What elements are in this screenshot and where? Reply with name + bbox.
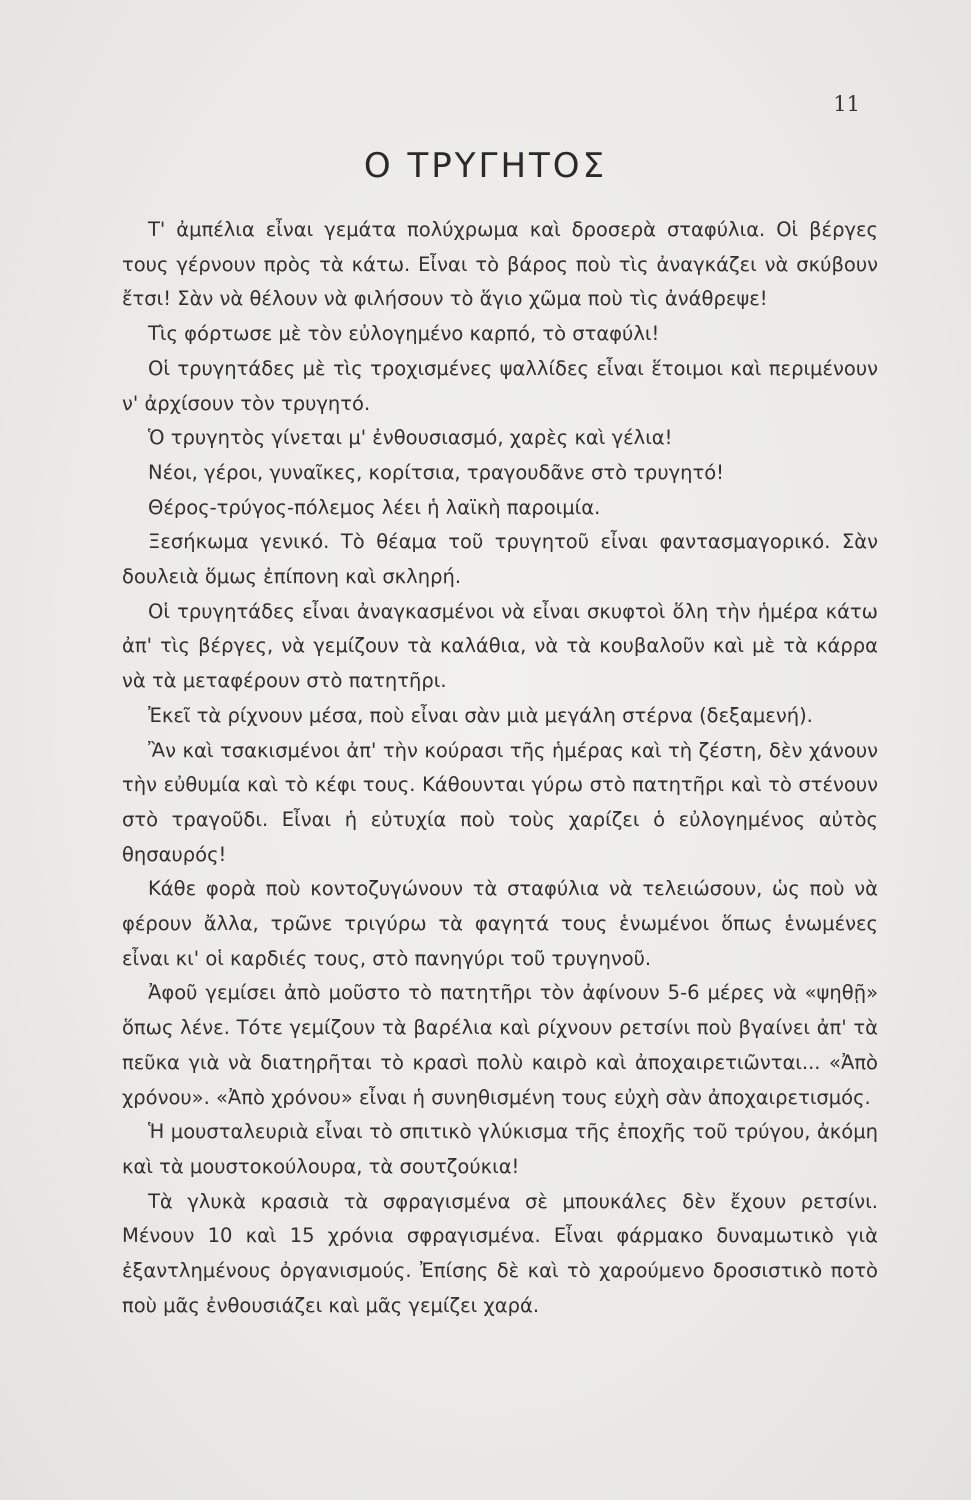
chapter-title: Ο ΤΡΥΓΗΤΟΣ [363,146,608,186]
paragraph: Θέρος-τρύγος-πόλεμος λέει ἡ λαϊκὴ παροιμία. [148,495,601,519]
paragraph: Τὰ γλυκὰ κρασιὰ τὰ σφραγισμένα σὲ μπουκάλες δὲν ἔχουν ρετσίνι. Μένουν 10 καὶ 15 χρόνια σφραγισμένα. Εἶναι φάρμακο δυναμωτικὸ γιὰ ἐξαντλημένους ὀργανισμούς. Ἐπίσης δὲ καὶ τὸ χαρούμενο δροσιστικὸ ποτὸ ποὺ μᾶς ἐνθουσιάζει καὶ μᾶς γεμίζει χαρά. [122,1189,878,1317]
paragraph: Οἱ τρυγητάδες εἶναι ἀναγκασμένοι νὰ εἶναι σκυφτοὶ ὅλη τὴν ἡμέρα κάτω ἀπ' τὶς βέργες, νὰ γεμίζουν τὰ καλάθια, νὰ τὰ κουβαλοῦν καὶ μὲ τὰ κάρρα νὰ τὰ μεταφέρουν στὸ πατητῆρι. [122,599,878,693]
body-text [122,213,878,1324]
paragraph: Ἐκεῖ τὰ ρίχνουν μέσα, ποὺ εἶναι σὰν μιὰ μεγάλη στέρνα (δεξαμενή). [148,703,813,727]
paragraph: Τ' ἀμπέλια εἶναι γεμάτα πολύχρωμα καὶ δροσερὰ σταφύλια. Οἱ βέργες τους γέρνουν πρὸς τὰ κάτω. Εἶναι τὸ βάρος ποὺ τὶς ἀναγκάζει νὰ σκύβουν ἔτσι! Σὰν νὰ θέλουν νὰ φιλήσουν τὸ ἅγιο χῶμα ποὺ τὶς ἀνάθρεψε! [122,218,878,311]
paragraph: Τὶς φόρτωσε μὲ τὸν εὐλογημένο καρπό, τὸ σταφύλι! [148,322,660,346]
paragraph: Ἀφοῦ γεμίσει ἀπὸ μοῦστο τὸ πατητῆρι τὸν ἀφίνουν 5-6 μέρες νὰ «ψηθῇ» ὅπως λένε. Τότε γεμίζουν τὰ βαρέλια καὶ ρίχνουν ρετσίνι ποὺ βγαίνει ἀπ' τὰ πεῦκα γιὰ νὰ διατηρῆται τὸ κρασὶ πολὺ καιρὸ καὶ ἀποχαιρετιῶνται... «Ἀπὸ χρόνου». «Ἀπὸ χρόνου» εἶναι ἡ συνηθισμένη τους εὐχὴ σὰν ἀποχαιρετισμός. [122,981,878,1109]
paragraph: Νέοι, γέροι, γυναῖκες, κορίτσια, τραγουδᾶνε στὸ τρυγητό! [148,460,724,484]
paragraph: Κάθε φορὰ ποὺ κοντοζυγώνουν τὰ σταφύλια νὰ τελειώσουν, ὡς ποὺ νὰ φέρουν ἄλλα, τρῶνε τριγύρω τὰ φαγητά τους ἑνωμένοι ὅπως ἑνωμένες εἶναι κι' οἱ καρδιές τους, στὸ πανηγύρι τοῦ τρυγηνοῦ. [122,877,878,970]
paragraph: Ἂν καὶ τσακισμένοι ἀπ' τὴν κούρασι τῆς ἡμέρας καὶ τὴ ζέστη, δὲν χάνουν τὴν εὐθυμία καὶ τὸ κέφι τους. Κάθουνται γύρω στὸ πατητῆρι καὶ τὸ στένουν στὸ τραγοῦδι. Εἶναι ἡ εὐτυχία ποὺ τοὺς χαρίζει ὁ εὐλογημένος αὐτὸς θησαυρός! [122,738,878,866]
paragraph: Ἡ μουσταλευριὰ εἶναι τὸ σπιτικὸ γλύκισμα τῆς ἐποχῆς τοῦ τρύγου, ἀκόμη καὶ τὰ μουστοκούλουρα, τὰ σουτζούκια! [122,1120,878,1178]
paragraph: Οἱ τρυγητάδες μὲ τὶς τροχισμένες ψαλλίδες εἶναι ἕτοιμοι καὶ περιμένουν ν' ἀρχίσουν τὸν τρυγητό. [122,356,878,415]
paragraph: Ὁ τρυγητὸς γίνεται μ' ἐνθουσιασμό, χαρὲς καὶ γέλια! [148,426,673,450]
paragraph: Ξεσήκωμα γενικό. Τὸ θέαμα τοῦ τρυγητοῦ εἶναι φαντασμαγορικό. Σὰν δουλειὰ ὅμως ἐπίπονη καὶ σκληρή. [122,530,878,589]
page-number: 11 [833,92,860,116]
